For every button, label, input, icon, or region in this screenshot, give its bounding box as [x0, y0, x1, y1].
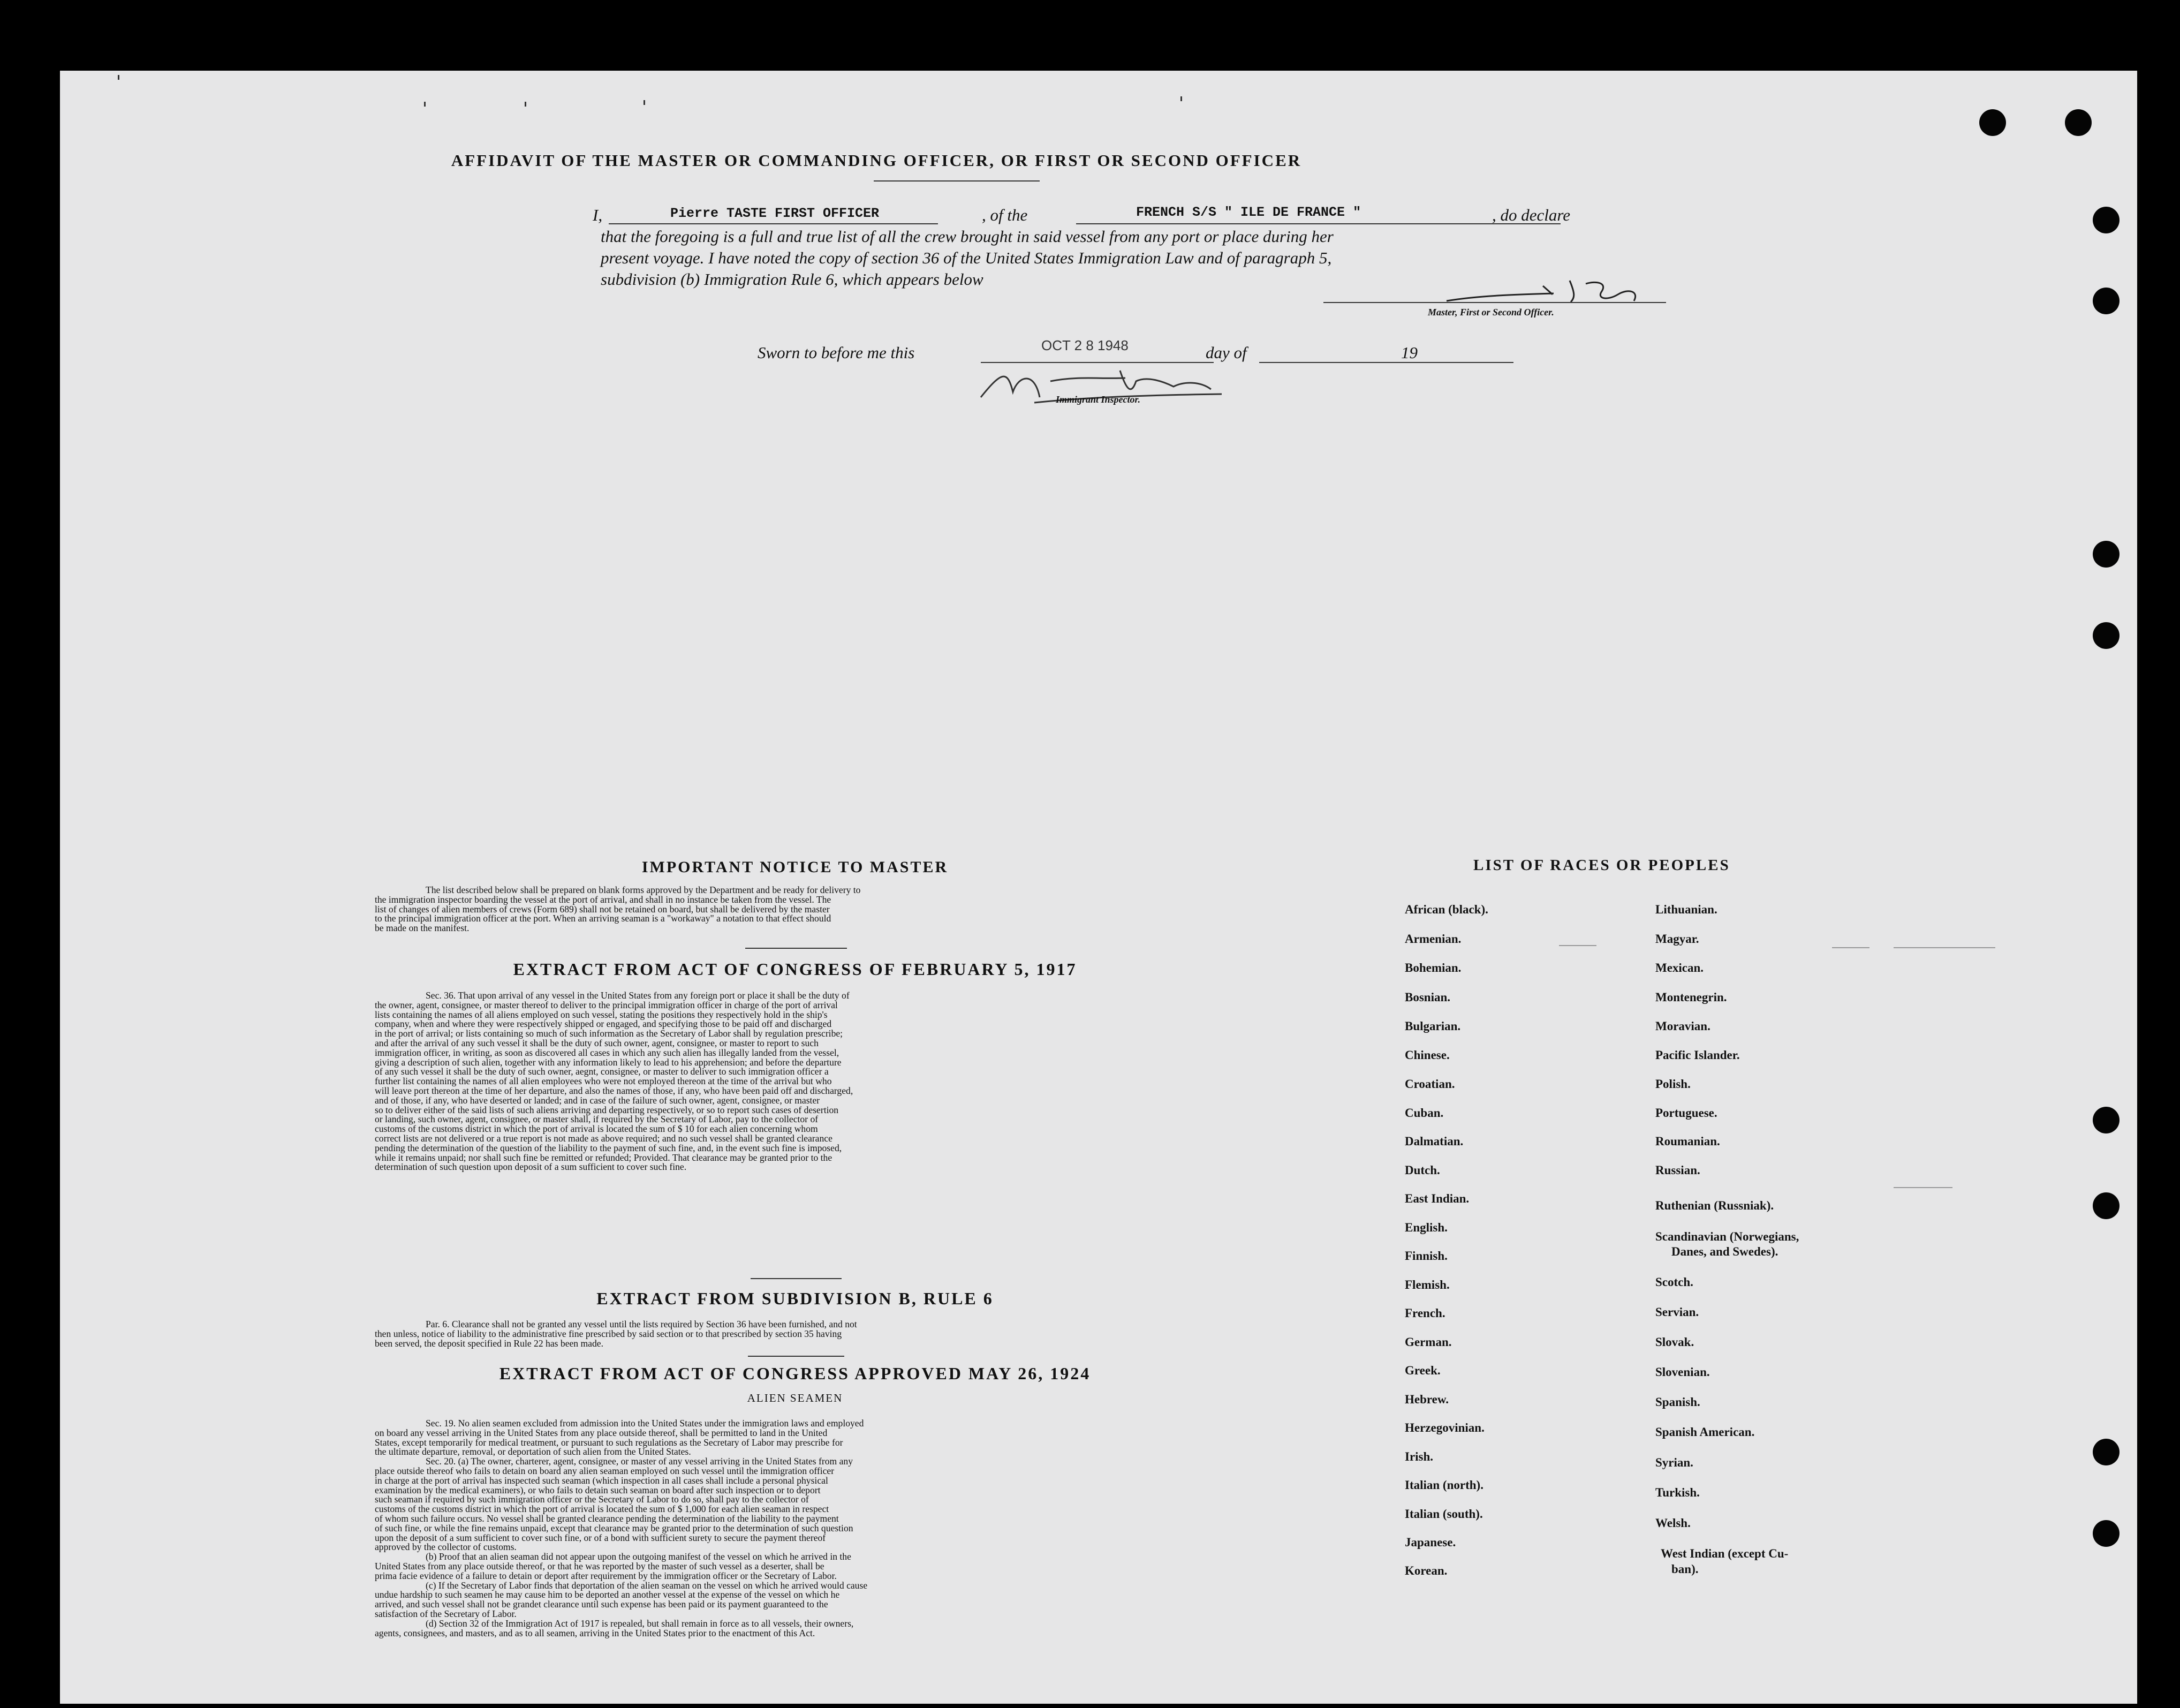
notice-rule — [745, 948, 847, 949]
edge-mark — [118, 75, 119, 80]
extract-1924-line: (c) If the Secretary of Labor finds that deportation of the alien seaman on the vessel on which he arrived would cause — [426, 1579, 868, 1591]
rule-6-line: been served, the deposit specified in Rule 22 has been made. — [375, 1337, 604, 1349]
race-item: Roumanian. — [1655, 1135, 1720, 1148]
form-page — [60, 71, 2137, 1704]
extract-1924-line: undue hardship to such seamen he may cause him to be deported an another vessel at the expense of the vessel on which he — [375, 1589, 840, 1600]
extract-1917-line: determination of such question upon deposit of a sum sufficient to cover such fine. — [375, 1161, 687, 1173]
extract-1917-line: or landing, such owner, agent, consignee, or master shall, if required by the Secretary of Labor, pay to the collector of — [375, 1114, 819, 1125]
race-item: Turkish. — [1655, 1486, 1700, 1499]
notice-line: to the principal immigration officer at the port. When an arriving seaman is a "workaway" a notation to that effect should — [375, 913, 831, 924]
binder-hole — [2093, 288, 2120, 314]
declaration-line-2: that the foregoing is a full and true list of all the crew brought in said vessel from any port or place during her — [601, 227, 1334, 246]
inspector-caption: Immigrant Inspector. — [1056, 394, 1141, 405]
extract-1924-line: agents, consignees, and masters, and as to all seamen, arriving in the United States prior to the enactment of this Act. — [375, 1627, 815, 1638]
extract-1924-line: of such fine, or while the fine remains unpaid, except that clearance may be granted prior to the determination of such question — [375, 1522, 853, 1533]
extract-1924-line: place outside thereof who fails to detain on board any alien seaman employed on such vessel until the immigration officer — [375, 1465, 835, 1476]
race-item: Lithuanian. — [1655, 903, 1717, 916]
extract-1924-line: (b) Proof that an alien seaman did not appear upon the outgoing manifest of the vessel on which he arrived in the — [426, 1551, 851, 1562]
extract-1924-line: Sec. 20. (a) The owner, charterer, agent, consignee, or master of any vessel arriving in the United States from any — [426, 1456, 853, 1467]
race-item: Danes, and Swedes). — [1671, 1245, 1778, 1258]
extract-1917-rule — [751, 1278, 842, 1279]
race-item: Bohemian. — [1405, 961, 1462, 974]
rule-6-title: EXTRACT FROM SUBDIVISION B, RULE 6 — [596, 1289, 994, 1308]
race-item: East Indian. — [1405, 1192, 1470, 1205]
extract-1917-line: in the port of arrival; or lists containing so much of such information as the Secretary of Labor shall by regulation prescribe; — [375, 1028, 843, 1039]
race-item: Slovenian. — [1655, 1365, 1710, 1379]
race-item: Moravian. — [1655, 1019, 1710, 1033]
notice-line: be made on the manifest. — [375, 923, 470, 934]
race-item: Slovak. — [1655, 1335, 1694, 1349]
race-item: Polish. — [1655, 1077, 1691, 1091]
race-item: African (black). — [1405, 903, 1488, 916]
binder-hole — [1979, 109, 2006, 136]
extract-1917-line: so to deliver either of the said lists of such aliens arriving and departing respectively, or so to report such cases of desertion — [375, 1104, 839, 1115]
officer-name: Pierre TASTE FIRST OFFICER — [670, 206, 880, 221]
year-prefix: 19 — [1401, 343, 1418, 362]
race-item: Welsh. — [1655, 1516, 1691, 1530]
extract-1924-line: the ultimate departure, removal, or deportation of such alien from the United States. — [375, 1446, 691, 1457]
extract-1917-line: will leave port thereon at the time of her departure, and also the names of those, if any, who have been paid off and discharged, — [375, 1085, 853, 1096]
race-item: Mexican. — [1655, 961, 1704, 974]
edge-mark — [525, 102, 526, 107]
race-item: Herzegovinian. — [1405, 1421, 1485, 1434]
race-item: Portuguese. — [1655, 1106, 1717, 1120]
extract-1924-line: such seaman if required by such immigration officer or the Secretary of Labor to do so, shall pay to the collector of — [375, 1494, 809, 1505]
extract-1917-line: immigration officer, in writing, as soon as discovered all cases in which any such alien has illegally landed from the vessel, — [375, 1047, 839, 1058]
race-item: Syrian. — [1655, 1456, 1693, 1469]
guide-mark — [1559, 945, 1596, 946]
of-the-text: , of the — [982, 206, 1028, 224]
race-item: Russian. — [1655, 1163, 1700, 1177]
race-item: Dalmatian. — [1405, 1135, 1464, 1148]
extract-1924-subtitle: ALIEN SEAMEN — [747, 1392, 843, 1404]
extract-1924-line: of whom such failure occurs. No vessel shall be granted clearance pending the determination of the liability to the payment — [375, 1513, 839, 1524]
notice-text — [375, 886, 1216, 933]
sworn-date-stamp: OCT 2 8 1948 — [1041, 337, 1129, 353]
sworn-text: Sworn to before me this — [758, 343, 915, 362]
extract-1924-line: Sec. 19. No alien seamen excluded from admission into the United States under the immigration laws and employed — [426, 1418, 864, 1429]
extract-1917-line: lists containing the names of all aliens employed on such vessel, stating the positions they respectively hold in the ship's — [375, 1009, 828, 1020]
guide-mark — [1832, 947, 1869, 948]
extract-1917-line: the owner, agent, consignee, or master thereof to deliver to the principal immigration officer in charge of the port of arrival — [375, 999, 838, 1010]
extract-1917-line: correct lists are not delivered or a true report is not made as above required; and no such vessel shall be granted clearance — [375, 1132, 832, 1144]
extract-1917-text — [375, 991, 1216, 1172]
extract-1924-line: on board any vessel arriving in the United States from any place outside thereof, shall be permitted to land in the United — [375, 1427, 828, 1438]
notice-title: IMPORTANT NOTICE TO MASTER — [641, 858, 949, 876]
notice-line: the immigration inspector boarding the vessel at the port of arrival, and shall in no instance be taken from the vessel. The — [375, 894, 831, 905]
guide-mark — [1894, 947, 1995, 948]
race-item: Cuban. — [1405, 1106, 1444, 1120]
affidavit-title: AFFIDAVIT OF THE MASTER OR COMMANDING OFFICER, OR FIRST OR SECOND OFFICER — [451, 151, 1302, 170]
extract-1924-line: approved by the collector of customs. — [375, 1541, 517, 1553]
binder-hole — [2093, 1107, 2120, 1133]
race-item: Ruthenian (Russniak). — [1655, 1199, 1774, 1212]
binder-hole — [2093, 622, 2120, 649]
extract-1917-line: pending the determination of the question of the liability to the payment of such fine, and, in the event such fine is imposed, — [375, 1142, 842, 1153]
extract-1924-line: upon the deposit of a sum sufficient to cover such fine, or of a bond with sufficient surety to secure the payment thereof — [375, 1532, 826, 1543]
binder-hole — [2093, 1192, 2120, 1219]
race-item: Croatian. — [1405, 1077, 1455, 1091]
extract-1917-line: and of those, if any, who have deserted or landed; and in case of the failure of such owner, agent, consignee, or master — [375, 1094, 820, 1106]
race-item: Pacific Islander. — [1655, 1048, 1740, 1062]
races-title: LIST OF RACES OR PEOPLES — [1473, 857, 1730, 874]
notice-line: The list described below shall be prepared on blank forms approved by the Department and be ready for delivery to — [426, 885, 861, 895]
extract-1924-line: customs of the customs district in which the port of arrival is located the sum of $ 1,000 for each alien seaman in respect — [375, 1503, 829, 1515]
extract-1924-title: EXTRACT FROM ACT OF CONGRESS APPROVED MAY 26, 1924 — [499, 1364, 1091, 1383]
extract-1924-line: States, except temporarily for medical treatment, or pursuant to such regulations as the Secretary of Labor may prescribe for — [375, 1437, 843, 1448]
extract-1917-line: of any such vessel it shall be the duty of such owner, aegnt, consignee, or master to deliver to such immigration officer a — [375, 1066, 829, 1077]
title-rule — [874, 180, 1040, 182]
extract-1917-line: customs of the customs district in which the port of arrival is located the sum of $ 10 for each alien concerning whom — [375, 1123, 818, 1135]
declaration-line-3: present voyage. I have noted the copy of section 36 of the United States Immigration Law and of paragraph 5, — [601, 248, 1332, 267]
race-item: Scandinavian (Norwegians, — [1655, 1230, 1799, 1243]
binder-hole — [2093, 541, 2120, 568]
race-item: West Indian (except Cu- — [1661, 1547, 1789, 1560]
edge-mark — [424, 102, 426, 107]
race-item: Servian. — [1655, 1305, 1699, 1319]
extract-1924-line: arrived, and such vessel shall not be grandet clearance until such expense has been paid or its payment guaranteed to the — [375, 1599, 828, 1610]
binder-hole — [2093, 1520, 2120, 1547]
rule-6-rule — [748, 1356, 844, 1357]
extract-1917-line: Sec. 36. That upon arrival of any vessel in the United States from any foreign port or place it shall be the duty of — [426, 990, 850, 1001]
race-item: Flemish. — [1405, 1278, 1450, 1291]
race-item: Scotch. — [1655, 1275, 1693, 1289]
race-item: Armenian. — [1405, 932, 1462, 946]
race-item: Korean. — [1405, 1564, 1448, 1577]
extract-1924-line: in charge at the port of arrival has inspected such seaman (which inspection in all cases shall include a personal physical — [375, 1475, 828, 1486]
declare-i: I, — [593, 206, 603, 224]
month-line — [1259, 362, 1449, 363]
vessel-name: FRENCH S/S " ILE DE FRANCE " — [1136, 205, 1361, 220]
vessel-line — [1076, 223, 1561, 224]
rule-6-line: Par. 6. Clearance shall not be granted any vessel until the lists required by Section 36 have been furnished, and not — [426, 1319, 857, 1329]
race-item: French. — [1405, 1306, 1445, 1320]
extract-1924-text — [375, 1419, 1216, 1638]
year-line — [1425, 362, 1513, 363]
do-declare-text: , do declare — [1492, 206, 1571, 224]
binder-hole — [2065, 109, 2092, 136]
extract-1924-line: examination by the medical examiners), or who fails to detain such seaman on board after such inspection or to deport — [375, 1484, 821, 1495]
declaration-line-4: subdivision (b) Immigration Rule 6, which appears below — [601, 270, 983, 289]
officer-signature-caption: Master, First or Second Officer. — [1428, 307, 1554, 318]
inspector-signature — [970, 360, 1270, 413]
officer-signature-line — [1323, 302, 1666, 303]
race-item: Montenegrin. — [1655, 991, 1727, 1004]
race-item: Magyar. — [1655, 932, 1699, 946]
guide-mark — [1894, 1187, 1952, 1188]
extract-1924-line: satisfaction of the Secretary of Labor. — [375, 1608, 517, 1619]
rule-6-line: then unless, notice of liability to the administrative fine prescribed by said section or to that prescribed by section 35 having — [375, 1328, 842, 1339]
extract-1917-title: EXTRACT FROM ACT OF CONGRESS OF FEBRUARY 5, 1917 — [513, 959, 1077, 979]
extract-1917-line: giving a description of such alien, together with any information likely to lead to his apprehension; and before the departure — [375, 1056, 842, 1068]
binder-hole — [2093, 207, 2120, 233]
race-item: Dutch. — [1405, 1163, 1440, 1177]
race-item: Finnish. — [1405, 1249, 1448, 1263]
extract-1917-line: further list containing the names of all alien employees who were not employed thereon at the time of the arrival but who — [375, 1076, 832, 1087]
race-item: Greek. — [1405, 1364, 1441, 1377]
race-item: Italian (north). — [1405, 1478, 1483, 1492]
edge-mark — [644, 100, 645, 105]
extract-1917-line: company, when and where they were respectively shipped or engaged, and specifying those to be paid off and discharged — [375, 1018, 832, 1030]
race-item: Bosnian. — [1405, 991, 1451, 1004]
race-item: Italian (south). — [1405, 1507, 1483, 1521]
extract-1924-line: (d) Section 32 of the Immigration Act of 1917 is repealed, but shall remain in force as to all vessels, their owners, — [426, 1618, 854, 1629]
binder-hole — [2093, 1439, 2120, 1465]
extract-1917-line: while it remains unpaid; nor shall such fine be remitted or refunded; Provided. That clearance may be granted prior to the — [375, 1152, 832, 1163]
officer-name-line — [609, 223, 938, 224]
extract-1917-line: and after the arrival of any such vessel it shall be the duty of such owner, agent, consignee, or master to report to such — [375, 1037, 819, 1048]
race-item: English. — [1405, 1221, 1448, 1234]
extract-1924-line: prima facie evidence of a failure to detain or deport after requirement by the immigration officer or the Secretary of Labor. — [375, 1570, 837, 1581]
race-item: Japanese. — [1405, 1536, 1456, 1549]
extract-1924-line: United States from any place outside thereof, or that he was reported by the master of such vessel as a deserter, shall be — [375, 1560, 824, 1571]
race-item: Chinese. — [1405, 1048, 1450, 1062]
edge-mark — [1180, 96, 1182, 101]
race-item: Spanish American. — [1655, 1425, 1755, 1439]
race-item: German. — [1405, 1335, 1452, 1349]
day-of-text: day of — [1206, 343, 1247, 362]
race-item: Irish. — [1405, 1450, 1434, 1463]
race-item: Hebrew. — [1405, 1393, 1449, 1406]
race-item: Spanish. — [1655, 1395, 1700, 1409]
rule-6-text — [375, 1320, 1216, 1348]
race-item: Bulgarian. — [1405, 1019, 1461, 1033]
race-item: ban). — [1671, 1562, 1699, 1576]
notice-line: list of changes of alien members of crews (Form 689) shall not be retained on board, but shall be delivered by the master — [375, 903, 830, 915]
